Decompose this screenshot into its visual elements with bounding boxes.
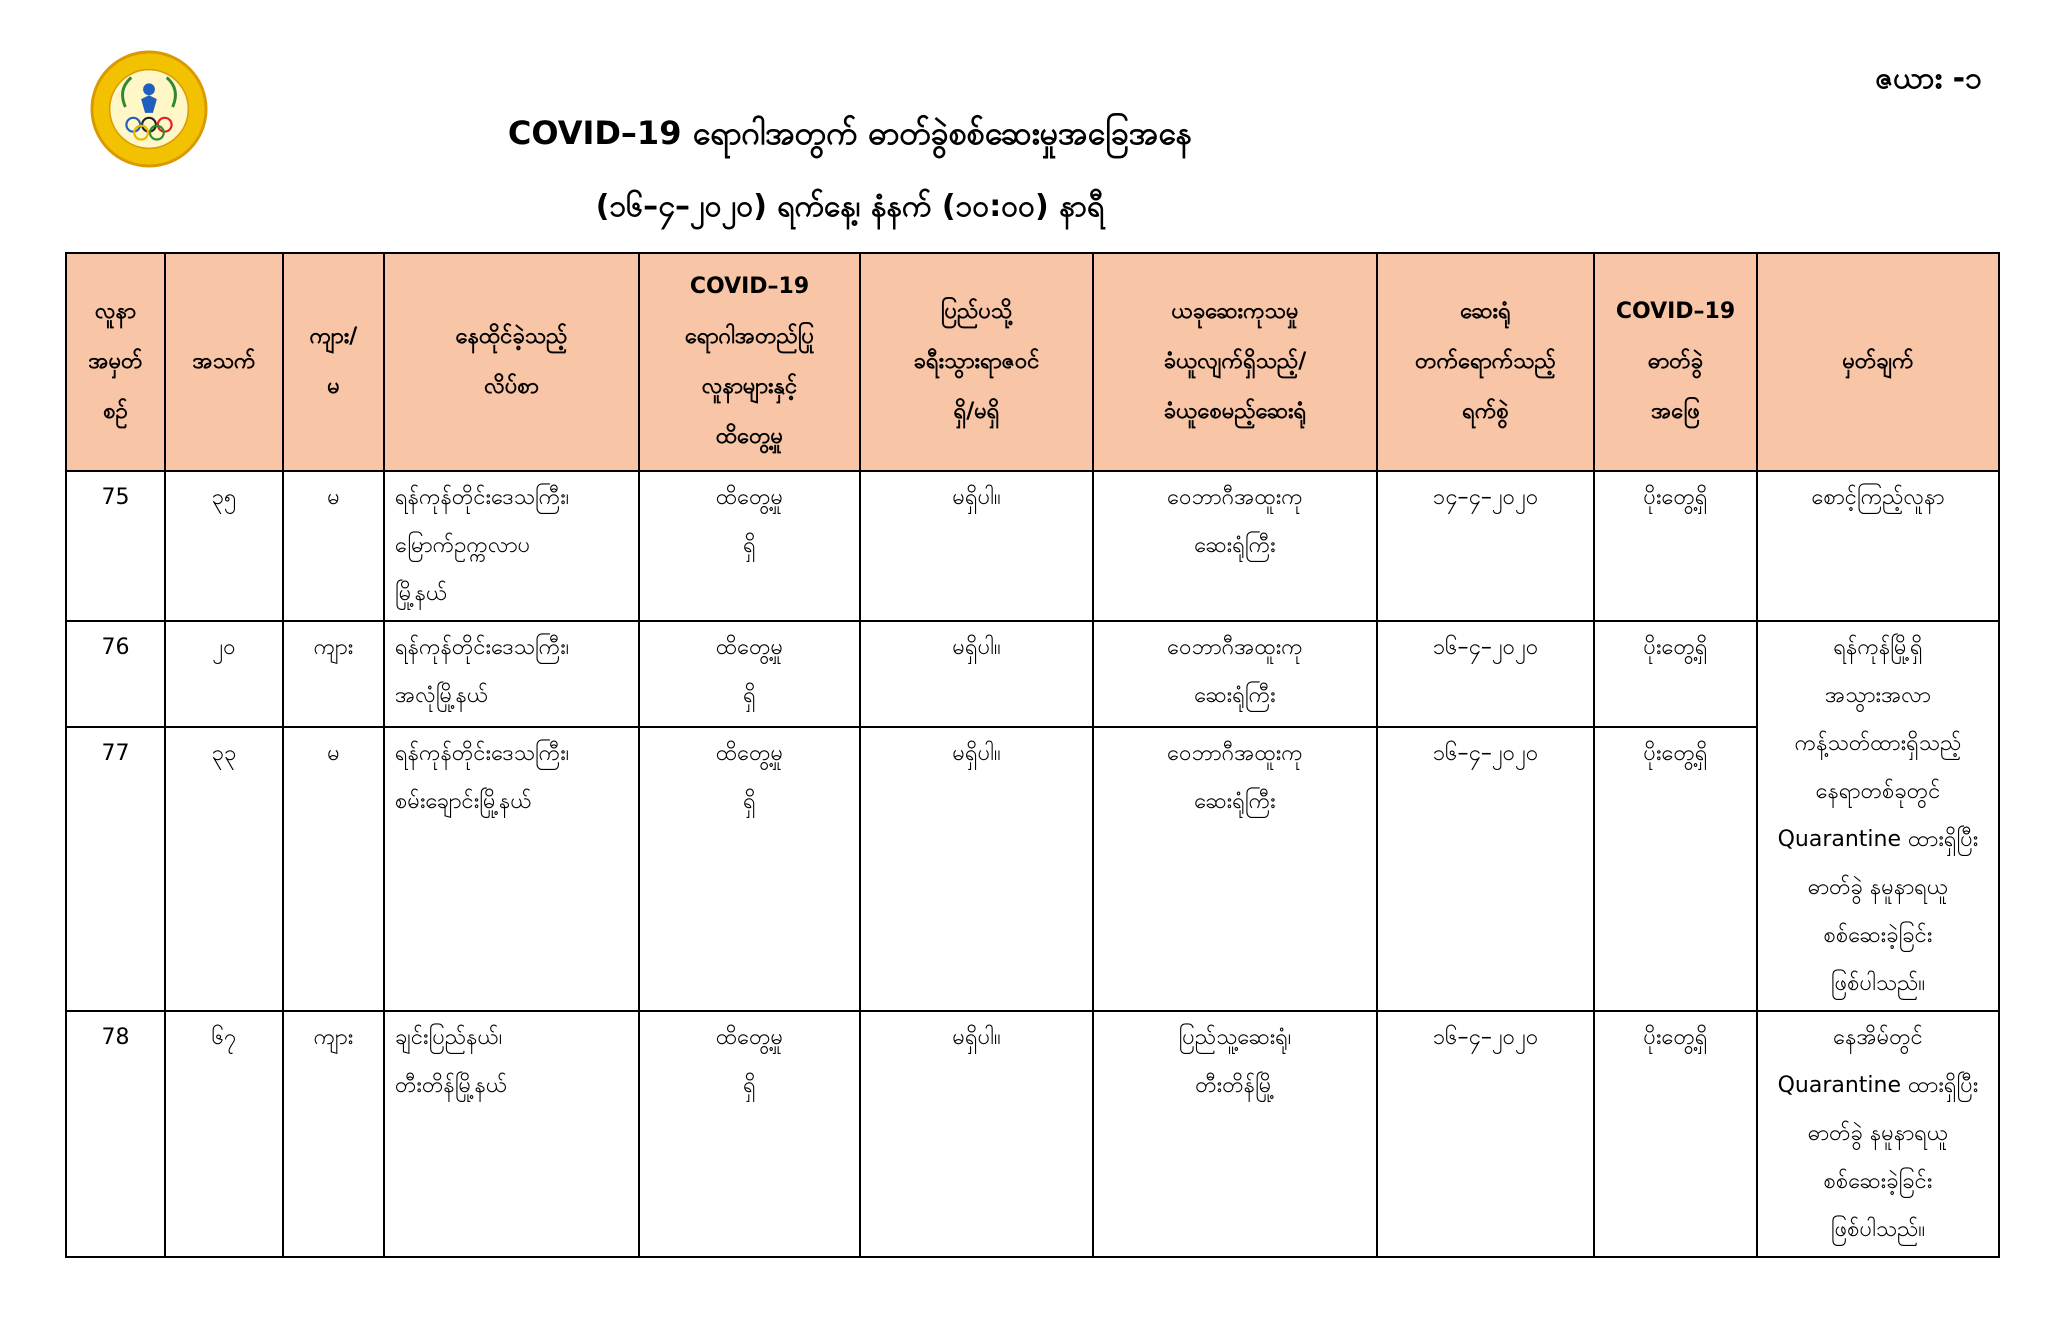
cell-result: ပိုးတွေ့ရှိ	[1594, 471, 1757, 621]
cell-result: ပိုးတွေ့ရှိ	[1594, 621, 1757, 727]
cell-hospital: ဝေဘာဂီအထူးကု ဆေးရုံကြီး	[1093, 727, 1377, 1011]
page-title: COVID–19 ရောဂါအတွက် ဓာတ်ခွဲစစ်ဆေးမှုအခြေအနေ	[507, 114, 1193, 152]
cell-no: 76	[66, 621, 165, 727]
cell-contact: ထိတွေ့မှု ရှိ	[639, 621, 860, 727]
column-header: နေထိုင်ခဲ့သည့် လိပ်စာ	[384, 253, 639, 471]
table-row	[66, 727, 1999, 1011]
cell-age: ၃၅	[165, 471, 283, 621]
cell-travel: မရှိပါ။	[860, 621, 1093, 727]
page-subtitle: (၁၆–၄–၂၀၂၀) ရက်နေ့၊ နံနက် (၁၀:၀၀) နာရီ	[595, 189, 1105, 224]
table-row	[66, 1011, 1999, 1257]
cell-address: ရန်ကုန်တိုင်းဒေသကြီး၊ မြောက်ဥက္ကလာပ မြို့နယ်	[384, 471, 639, 621]
column-header: အသက်	[165, 253, 283, 471]
column-header: ပြည်ပသို့ ခရီးသွားရာဇဝင် ရှိ/မရှိ	[860, 253, 1093, 471]
cell-date: ၁၆–၄–၂၀၂၀	[1377, 727, 1594, 1011]
cell-date: ၁၆–၄–၂၀၂၀	[1377, 621, 1594, 727]
cell-no: 77	[66, 727, 165, 1011]
cell-address: ရန်ကုန်တိုင်းဒေသကြီး၊ အလုံမြို့နယ်	[384, 621, 639, 727]
table-row	[66, 471, 1999, 621]
cell-address: ရန်ကုန်တိုင်းဒေသကြီး၊ စမ်းချောင်းမြို့နယ်	[384, 727, 639, 1011]
column-header: ယခုဆေးကုသမှု ခံယူလျက်ရှိသည့်/ ခံယူစေမည့်ဆေးရုံ	[1093, 253, 1377, 471]
case-table	[65, 252, 2000, 1258]
column-header: လူနာ အမှတ် စဉ်	[66, 253, 165, 471]
cell-contact: ထိတွေ့မှု ရှိ	[639, 471, 860, 621]
cell-age: ၂၀	[165, 621, 283, 727]
cell-hospital: ဝေဘာဂီအထူးကု ဆေးရုံကြီး	[1093, 471, 1377, 621]
cell-remark: စောင့်ကြည့်လူနာ	[1757, 471, 1999, 621]
cell-sex: ကျား	[283, 1011, 384, 1257]
cell-hospital: ပြည်သူ့ဆေးရုံ၊ တီးတိန်မြို့	[1093, 1011, 1377, 1257]
cell-no: 75	[66, 471, 165, 621]
cell-hospital: ဝေဘာဂီအထူးကု ဆေးရုံကြီး	[1093, 621, 1377, 727]
annex-label: ဇယား -၁	[1875, 61, 1982, 96]
cell-contact: ထိတွေ့မှု ရှိ	[639, 727, 860, 1011]
cell-remark: နေအိမ်တွင် Quarantine ထားရှိပြီး ဓာတ်ခွဲ နမူနာရယူ စစ်ဆေးခဲ့ခြင်း ဖြစ်ပါသည်။	[1757, 1011, 1999, 1257]
cell-result: ပိုးတွေ့ရှိ	[1594, 1011, 1757, 1257]
column-header: COVID–19 ရောဂါအတည်ပြု လူနာများနှင့် ထိတွေ့မှု	[639, 253, 860, 471]
table-row	[66, 621, 1999, 727]
column-header: ဆေးရုံ တက်ရောက်သည့် ရက်စွဲ	[1377, 253, 1594, 471]
cell-travel: မရှိပါ။	[860, 471, 1093, 621]
cell-age: ၆၇	[165, 1011, 283, 1257]
cell-travel: မရှိပါ။	[860, 727, 1093, 1011]
cell-sex: မ	[283, 727, 384, 1011]
column-header: ကျား/ မ	[283, 253, 384, 471]
cell-contact: ထိတွေ့မှု ရှိ	[639, 1011, 860, 1257]
cell-date: ၁၆–၄–၂၀၂၀	[1377, 1011, 1594, 1257]
column-header: COVID–19 ဓာတ်ခွဲ အဖြေ	[1594, 253, 1757, 471]
cell-sex: မ	[283, 471, 384, 621]
cell-result: ပိုးတွေ့ရှိ	[1594, 727, 1757, 1011]
cell-travel: မရှိပါ။	[860, 1011, 1093, 1257]
cell-address: ချင်းပြည်နယ်၊ တီးတိန်မြို့နယ်	[384, 1011, 639, 1257]
cell-no: 78	[66, 1011, 165, 1257]
column-header: မှတ်ချက်	[1757, 253, 1999, 471]
cell-sex: ကျား	[283, 621, 384, 727]
cell-age: ၃၃	[165, 727, 283, 1011]
cell-date: ၁၄–၄–၂၀၂၀	[1377, 471, 1594, 621]
cell-remark: ရန်ကုန်မြို့ရှိ အသွားအလာ ကန့်သတ်ထားရှိသည့် နေရာတစ်ခုတွင် Quarantine ထားရှိပြီး ဓာတ်ခွဲ နမူနာရယူ စစ်ဆေးခဲ့ခြင်း ဖြစ်ပါသည်။	[1757, 621, 1999, 1011]
table-header-row	[66, 253, 1999, 471]
